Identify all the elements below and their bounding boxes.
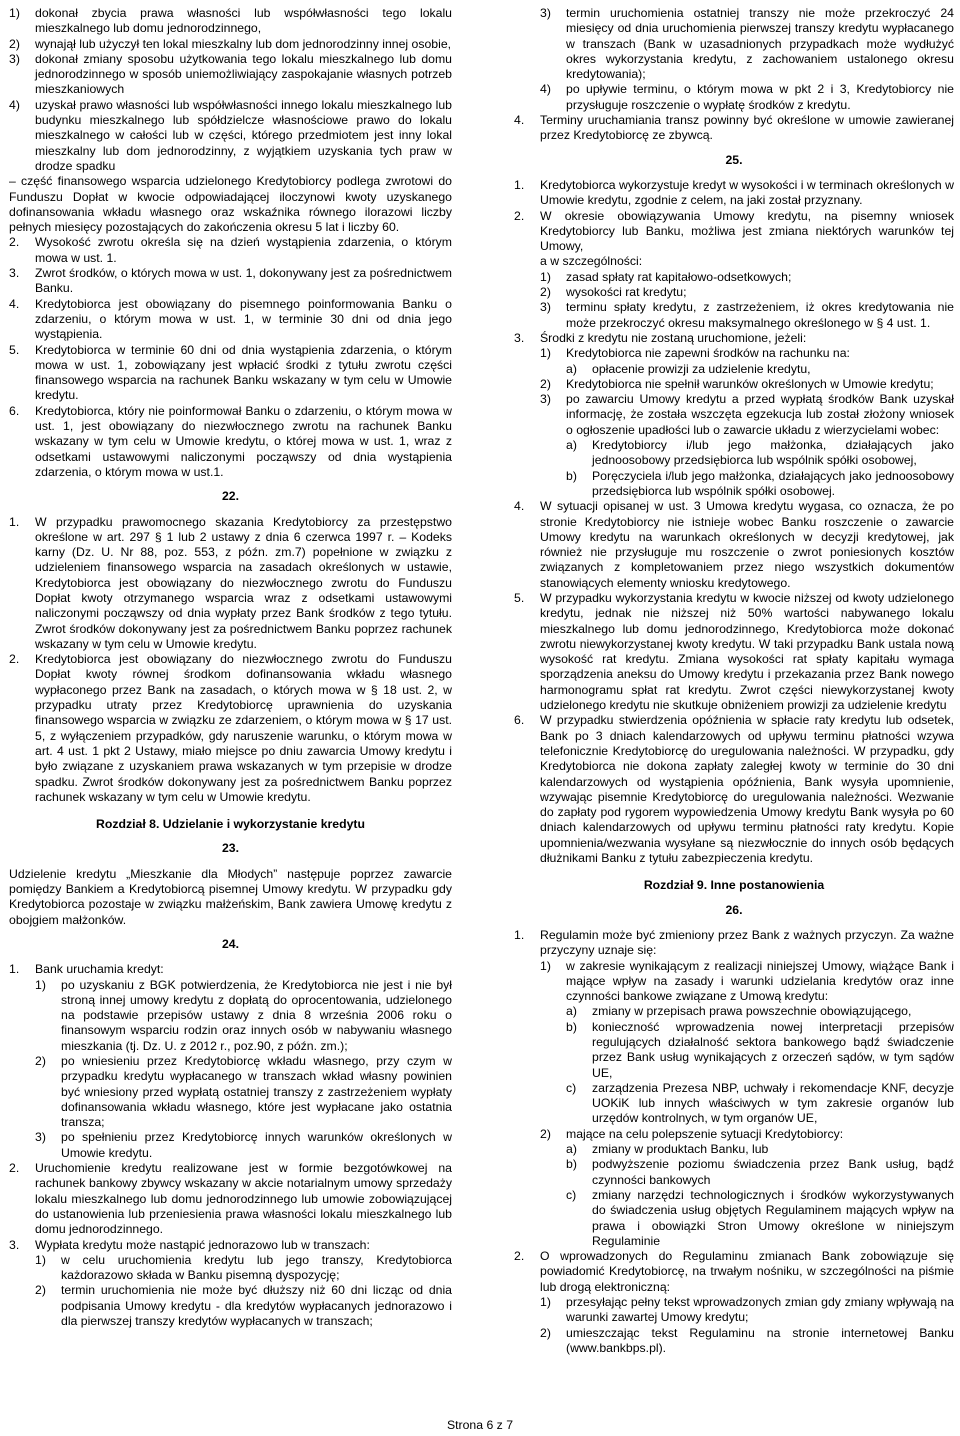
clause-text: Kredytobiorca w terminie 60 dni od dnia wystąpienia zdarzenia, o którym mowa w ust. 1, zobowiązany jest wpłacić środki z tytułu zwrotu części finansowego wsparcia na rachunek Banku wskazany w tym celu w Umowie kredytu. xyxy=(35,342,452,403)
clause-item xyxy=(566,1004,954,1019)
chapter-heading: Rozdział 8. Udzielanie i wykorzystanie kredytu xyxy=(96,817,365,832)
clause-number: 1. xyxy=(514,177,525,192)
clause-number: 3. xyxy=(9,1237,20,1252)
clause-text: termin uruchomienia ostatniej transzy nie może przekroczyć 24 miesięcy od dnia uruchomienia pierwszej transzy kredytu wypłacanego w transzach (Bank w uzasadnionych przypadkach może wydłużyć okres wykorzystania kredytu, z zachowaniem ustalonego okresu kredytowania); xyxy=(566,6,954,82)
clause-text: Wypłata kredytu może nastąpić jednorazowo lub w transzach: xyxy=(35,1237,370,1252)
section-heading: 24. xyxy=(221,936,240,951)
clause-item xyxy=(540,6,954,82)
clause-number: 2) xyxy=(35,1283,46,1298)
clause-item xyxy=(514,713,954,866)
clause-number: 2) xyxy=(540,285,551,300)
page-number: Strona 6 z 7 xyxy=(446,1418,514,1432)
clause-item xyxy=(566,1020,954,1081)
clause-item xyxy=(514,1249,954,1295)
clause-item xyxy=(9,37,452,52)
clause-item xyxy=(566,1188,954,1249)
clause-item xyxy=(35,1253,452,1284)
clause-text: w celu uruchomienia kredytu lub jego transzy, Kredytobiorca każdorazowo składa w Banku pisemną dyspozycję; xyxy=(61,1252,452,1283)
clause-text: Terminy uruchamiania transz powinny być określone w umowie zawieranej przez Kredytobiorcę ze zbywcą. xyxy=(540,113,954,143)
clause-text: Kredytobiorca jest obowiązany do niezwłocznego zwrotu do Funduszu Dopłat kwoty równej środkom dofinansowania wkładu własnego wypłaconego przez Bank na zasadach, o których mowa w § 18 ust. 2, w przypadku utraty przez Kredytobiorcę uprawnienia do uzyskania finansowego wsparcia w związku ze zdarzeniem, o którym mowa w § 17 ust. 5, z wyłączeniem przypadków, gdy naruszenie warunku, o którym mowa w art. 4 ust. 1 pkt 2 Ustawy, miało miejsce po dniu zawarcia Umowy kredytu i było związane z uzyskaniem prawa wskazanych w tym przepisie w drodze spadku. Zwrot środków dokonywany jest za pośrednictwem Banku poprzez rachunek wskazany w tym celu w Umowie kredytu. xyxy=(35,652,452,804)
clause-number: 4) xyxy=(9,97,20,112)
clause-number: 2. xyxy=(9,652,20,667)
clause-text: Uruchomienie kredytu realizowane jest w formie bezgotówkowej na rachunek bankowy zbywcy wskazany w akcie notarialnym umowy sprzedaży lokalu mieszkalnego lub domu jednorodzinnego lub umowie zobowiązującej do ustanowienia lub przeniesienia prawa własności lokalu mieszkalnego lub domu jednorodzinnego. xyxy=(35,1161,452,1237)
clause-item xyxy=(9,235,452,266)
clause-text: Wysokość zwrotu określa się na dzień wystąpienia zdarzenia, o którym mowa w ust. 1. xyxy=(35,235,452,265)
clause-number: 3) xyxy=(540,300,551,315)
clause-number: 5. xyxy=(9,342,20,357)
clause-item xyxy=(540,285,954,300)
clause-text: podwyższenie poziomu świadczenia przez Bank usług, bądź czynności bankowych xyxy=(592,1157,954,1187)
clause-text: W sytuacji opisanej w ust. 3 Umowa kredytu wygasa, co oznacza, że po stronie Kredytobiorcy nie istnieje wobec Banku roszczenie o zawarcie Umowy kredytu na warunkach określonych w decyzji kredytowej, jak również nie przysługuje mu roszczenie o zwrot poniesionych kosztów związanych z kompletowaniem przez niego wszystkich dokumentów stanowiących elementy wniosku kredytowego. xyxy=(540,499,954,590)
clause-text: Kredytobiorca nie spełnił warunków określonych w Umowie kredytu; xyxy=(566,376,934,391)
clause-item xyxy=(540,377,954,392)
clause-number: 1) xyxy=(540,346,551,361)
clause-item xyxy=(540,1326,954,1357)
clause-item xyxy=(9,404,452,480)
clause-item xyxy=(514,331,954,346)
clause-number: 3. xyxy=(514,330,525,345)
clause-item xyxy=(35,1054,452,1130)
clause-item xyxy=(9,962,452,977)
clause-item xyxy=(9,266,452,297)
clause-item xyxy=(514,209,954,255)
section-heading: 22. xyxy=(221,489,240,504)
clause-text: przesyłając pełny tekst wprowadzonych zmian gdy zmiany wpływają na warunki zawartej Umowy kredytu; xyxy=(566,1295,954,1325)
clause-number: 6. xyxy=(514,713,525,728)
clause-number: 2) xyxy=(35,1054,46,1068)
clause-item xyxy=(540,1295,954,1326)
clause-item xyxy=(540,270,954,285)
clause-item xyxy=(35,1283,452,1329)
clause-item xyxy=(514,178,954,209)
clause-number: b) xyxy=(566,468,577,483)
clause-item xyxy=(9,297,452,343)
clause-number: 6. xyxy=(9,403,20,418)
clause-text: Zwrot środków, o których mowa w ust. 1, dokonywany jest za pośrednictwem Banku. xyxy=(35,266,452,296)
clause-number: 5. xyxy=(514,590,525,605)
clause-text: dokonał zbycia prawa własności lub współwłasności tego lokalu mieszkalnego lub domu jednorodzinnego, xyxy=(35,6,452,36)
clause-number: 4. xyxy=(514,499,525,514)
clause-number: 1) xyxy=(540,1295,551,1310)
clause-item xyxy=(566,1142,954,1157)
clause-text: Kredytobiorca, który nie poinformował Banku o zdarzeniu, o którym mowa w ust. 1, jest obowiązany do niezwłocznego zwrotu na rachunek Banku wskazany w tym celu w Umowie kredytu, o której mowa w ust. 1, wraz z odsetkami ustawowymi naliczonymi począwszy od dnia wystąpienia zdarzenia, o którym mowa w ust.1. xyxy=(35,403,452,479)
clause-text: termin uruchomienia nie może być dłuższy niż 60 dni licząc od dnia podpisania Umowy kredytu - dla kredytów wypłacanych jednorazowo i dla pierwszej transzy kredytów wypłacanych w transzach; xyxy=(61,1283,452,1329)
clause-item xyxy=(514,113,954,144)
clause-text: wysokości rat kredytu; xyxy=(566,285,687,300)
clause-text: Regulamin może być zmieniony przez Bank z ważnych przyczyn. Za ważne przyczyny uznaje się: xyxy=(540,927,954,958)
clause-item xyxy=(540,959,954,1005)
clause-item xyxy=(514,499,954,591)
clause-item xyxy=(540,300,954,331)
clause-number: 1. xyxy=(9,514,20,529)
clause-item xyxy=(566,362,954,377)
clause-number: 3. xyxy=(9,266,20,281)
clause-number: 1) xyxy=(35,1252,46,1267)
clause-item xyxy=(9,52,452,98)
clause-item xyxy=(9,515,452,653)
section-heading: 25. xyxy=(725,152,743,167)
clause-number: b) xyxy=(566,1157,577,1172)
left-column xyxy=(9,6,452,1329)
clause-number: 2. xyxy=(514,208,525,223)
clause-number: 3) xyxy=(9,51,20,66)
clause-item xyxy=(566,1081,954,1127)
clause-item xyxy=(9,343,452,404)
clause-text: uzyskał prawo własności lub współwłasności innego lokalu mieszkalnego lub budynku mieszkalnego lub spółdzielcze własnościowe prawo do lokalu mieszkalnego w całości lub w części, którego przedmiotem jest inny lokal mieszkalny lub dom jednorodzinny, z wyjątkiem uzyskania tych praw w drodze spadku xyxy=(35,97,452,173)
clause-text: konieczność wprowadzenia nowej interpretacji przepisów regulujących działalność sektora bankowego bądź świadczenie przez Bank usług wynikających z orzeczeń sądów, w tym sądów UE, xyxy=(592,1019,954,1080)
clause-number: 2) xyxy=(540,1325,551,1340)
clause-number: 4) xyxy=(540,82,551,97)
clause-number: 3) xyxy=(540,392,551,407)
clause-number: a) xyxy=(566,1004,577,1019)
chapter-heading: Rozdział 9. Inne postanowienia xyxy=(643,878,825,893)
clause-item xyxy=(9,6,452,37)
clause-item xyxy=(540,392,954,438)
clause-item xyxy=(9,652,452,805)
clause-number: 4. xyxy=(514,113,525,128)
clause-number: a) xyxy=(566,438,577,453)
clause-text: W przypadku stwierdzenia opóźnienia w spłacie raty kredytu lub odsetek, Bank po 3 dniach kalendarzowych od upływu terminu płatności wzywa telefonicznie Kredytobiorcę do uregulowania należności. W przypadku, gdy Kredytobiorca nie dokona zapłaty zaległej kwoty w terminie do 30 dni kalendarzowych od wystąpienia opóźnienia, Bank wysyła upomnienie, wzywając pisemnie Kredytobiorcę do uregulowania należności. Wezwanie do zapłaty pod rygorem wypowiedzenia Umowy kredytu Bank wysyła po 60 dniach kalendarzowych od upływu terminu płatności raty kredytu. Kopie upomnienia/wezwania wysyłane są niezwłocznie do innych osób będących dłużnikami Banku z tytułu zabezpieczenia kredytu. xyxy=(540,713,954,866)
clause-text: zmiany w produktach Banku, lub xyxy=(592,1142,769,1157)
clause-item xyxy=(566,469,954,500)
clause-item xyxy=(514,591,954,713)
right-column xyxy=(514,6,954,1356)
clause-text: po upływie terminu, o którym mowa w pkt 2 i 3, Kredytobiorcy nie przysługuje roszczenie o wypłatę środków z kredytu. xyxy=(566,82,954,112)
clause-item xyxy=(540,82,954,113)
clause-number: 1) xyxy=(9,6,20,20)
clause-item xyxy=(540,346,954,361)
clause-text: Poręczyciela i/lub jego małżonka, działających jako jednoosobowy przedsiębiorca lub wspólnik spółki osobowej. xyxy=(592,468,954,498)
clause-item xyxy=(9,98,452,174)
clause-item xyxy=(9,1238,452,1253)
clause-item xyxy=(514,928,954,959)
section-heading: 26. xyxy=(725,902,743,917)
clause-number: 2) xyxy=(540,376,551,391)
clause-item xyxy=(35,978,452,1054)
clause-text: terminu spłaty kredytu, z zastrzeżeniem, iż okres kredytowania nie może przekroczyć okresu maksymalnego określonego w § 4 ust. 1. xyxy=(566,300,954,330)
paragraph: – część finansowego wsparcia udzielonego Kredytobiorcy podlega zwrotowi do Funduszu Dopłat w kwocie odpowiadającej iloczynowi kwoty uzyskanego dofinansowania wkładu własnego oraz wskaźnika równego ilorazowi liczby pełnych miesięcy pozostających do zakończenia okresu 5 lat i liczby 60. xyxy=(9,174,452,235)
clause-number: c) xyxy=(566,1080,577,1095)
clause-text: umieszczając tekst Regulaminu na stronie internetowej Banku (www.bankbps.pl). xyxy=(566,1325,954,1355)
clause-item xyxy=(9,1161,452,1237)
clause-text: wynajął lub użyczył ten lokal mieszkalny lub dom jednorodzinny innej osobie, xyxy=(35,36,452,51)
clause-text: po spełnieniu przez Kredytobiorcę innych warunków określonych w Umowie kredytu. xyxy=(61,1130,452,1160)
clause-text: W przypadku wykorzystania kredytu w kwocie niższej od kwoty udzielonego kredytu, jednak nie niższej niż 50% wartości nabywanego lokalu mieszkalnego lub domu jednorodzinnego, Kredytobiorca może dokonać zwrotu niewykorzystanej kwoty kredytu. W taki przypadku Bank ustala nową wysokość rat kredytu. Zmiana wysokości rat spłaty kapitału wymaga sporządzenia aneksu do Umowy kredytu i przekazania przez Bank nowego harmonogramu spłat rat kredytu. Zwrot części niewykorzystanej kwoty udzielonego kredytu nie skutkuje obniżeniem prowizji za udzielenie kredytu xyxy=(540,590,954,713)
clause-number: a) xyxy=(566,1142,577,1157)
clause-text: W przypadku prawomocnego skazania Kredytobiorcy za przestępstwo określone w art. 297 § 1 lub 2 ustawy z dnia 6 czerwca 1997 r. – Kodeks karny (Dz. U. Nr 88, poz. 553, z późn. zm.7) popełnione w związku z udzieleniem finansowego wsparcia na zasadach określonych w ustawie, Kredytobiorca jest obowiązany do niezwłocznego zwrotu do Funduszu Dopłat kwoty otrzymanego wsparcia wraz z odsetkami ustawowymi naliczonymi począwszy od dnia wypłaty przez Bank środków z tego tytułu. Zwrot środków dokonywany jest za pośrednictwem Banku poprzez rachunek wskazany w tym celu w Umowie kredytu. xyxy=(35,514,452,651)
clause-number: 3) xyxy=(35,1130,46,1145)
clause-text: opłacenie prowizji za udzielenie kredytu, xyxy=(592,361,811,376)
clause-text: po uzyskaniu z BGK potwierdzenia, że Kredytobiorca nie jest i nie był stroną innej umowy kredytu z dopłatą do oprocentowania, udzielonego na podstawie przepisów ustawy z dnia 8 września 2006 roku o finansowym wsparciu rodzin oraz innych osób w nabywaniu własnego mieszkania (tj. Dz. U. z 2012 r., poz.90, z późn. zm.); xyxy=(61,977,452,1053)
clause-text: Bank uruchamia kredyt: xyxy=(35,962,164,977)
paragraph: Udzielenie kredytu „Mieszkanie dla Młodych” następuje poprzez zawarcie pomiędzy Bankiem a Kredytobiorcą pisemnej Umowy kredytu. W przypadku gdy Kredytobiorca pozostaje w związku małżeńskim, Bank zawiera Umowę kredytu z obojgiem małżonków. xyxy=(9,866,452,927)
clause-number: 2) xyxy=(9,36,20,51)
clause-number: 1. xyxy=(9,962,20,977)
clause-text: po wniesieniu przez Kredytobiorcę wkładu własnego, przy czym w przypadku kredytu wypłacanego w transzach wkład własny powinien być wniesiony przed wypłatą ostatniej transzy z zastrzeżeniem wypłaty dofinansowania wkładu własnego, które jest wypłacane jako ostatnia transza; xyxy=(61,1054,452,1130)
clause-number: 2. xyxy=(9,1161,20,1176)
clause-text: Kredytobiorcy i/lub jego małżonka, działających jako jednoosobowy przedsiębiorca lub wspólnik spółki osobowej, xyxy=(592,438,954,468)
clause-text: zasad spłaty rat kapitałowo-odsetkowych; xyxy=(566,269,792,284)
clause-text: zmiany narzędzi technologicznych i środków wykorzystywanych do świadczenia usług objętych Regulaminem mających wpływ na prawa i obowiązki Stron Umowy określone w niniejszym Regulaminie xyxy=(592,1187,954,1248)
clause-number: a) xyxy=(566,361,577,376)
clause-text: Kredytobiorca jest obowiązany do pisemnego poinformowania Banku o zdarzeniu, o którym mowa w ust. 1, w terminie 30 dni od dnia jego wystąpienia. xyxy=(35,296,452,342)
clause-number: 1) xyxy=(540,269,551,284)
clause-number: 1) xyxy=(35,977,46,992)
clause-item xyxy=(566,438,954,469)
clause-text: zarządzenia Prezesa NBP, uchwały i rekomendacje KNF, decyzje UOKiK lub innych właściwych w tym zakresie organów lub urzędów kontrolnych, w tym organów UE, xyxy=(592,1080,954,1126)
clause-text: Środki z kredytu nie zostaną uruchomione, jeżeli: xyxy=(540,330,807,345)
clause-number: 2. xyxy=(9,235,20,250)
clause-text: po zawarciu Umowy kredytu a przed wypłatą środków Bank uzyskał informację, że została wszczęta egzekucja lub został złożony wniosek o ogłoszenie upadłości lub o zawarcie układu z wierzycielami wobec: xyxy=(566,392,954,437)
clause-number: 4. xyxy=(9,296,20,311)
clause-number: 3) xyxy=(540,6,551,20)
clause-text: dokonał zmiany sposobu użytkowania tego lokalu mieszkalnego lub domu jednorodzinnego w sposób uniemożliwiający zaspokajanie własnych potrzeb mieszkaniowych xyxy=(35,51,452,97)
clause-number: 2) xyxy=(540,1126,551,1141)
clause-item xyxy=(540,1127,954,1142)
section-heading: 23. xyxy=(221,841,240,856)
clause-number: 1) xyxy=(540,958,551,973)
clause-text: w zakresie wynikającym z realizacji niniejszej Umowy, wiążące Bank i mające wpływ na zasady i warunki udzielania kredytów oraz inne czynności bankowe związane z Umową kredytu: xyxy=(566,958,954,1004)
clause-number: 2. xyxy=(514,1249,525,1264)
clause-number: 1. xyxy=(514,927,525,942)
paragraph: a w szczególności: xyxy=(540,254,643,269)
clause-number: b) xyxy=(566,1019,577,1034)
clause-item xyxy=(566,1157,954,1188)
clause-item xyxy=(35,1130,452,1161)
clause-text: mające na celu polepszenie sytuacji Kredytobiorcy: xyxy=(566,1126,844,1141)
clause-text: zmiany w przepisach prawa powszechnie obowiązującego, xyxy=(592,1004,912,1019)
clause-text: Kredytobiorca nie zapewni środków na rachunku na: xyxy=(566,346,850,361)
clause-text: W okresie obowiązywania Umowy kredytu, na pisemny wniosek Kredytobiorcy lub Banku, możliwa jest zmiana niektórych warunków tej Umowy, xyxy=(540,208,954,254)
clause-text: Kredytobiorca wykorzystuje kredyt w wysokości i w terminach określonych w Umowie kredytu, zgodnie z celem, na jaki został przyznany. xyxy=(540,177,954,208)
clause-text: O wprowadzonych do Regulaminu zmianach Bank zobowiązuje się powiadomić Kredytobiorcę, na trwałym nośniku, w szczególności na piśmie lub drogą elektroniczną: xyxy=(540,1249,954,1294)
clause-number: c) xyxy=(566,1187,577,1202)
